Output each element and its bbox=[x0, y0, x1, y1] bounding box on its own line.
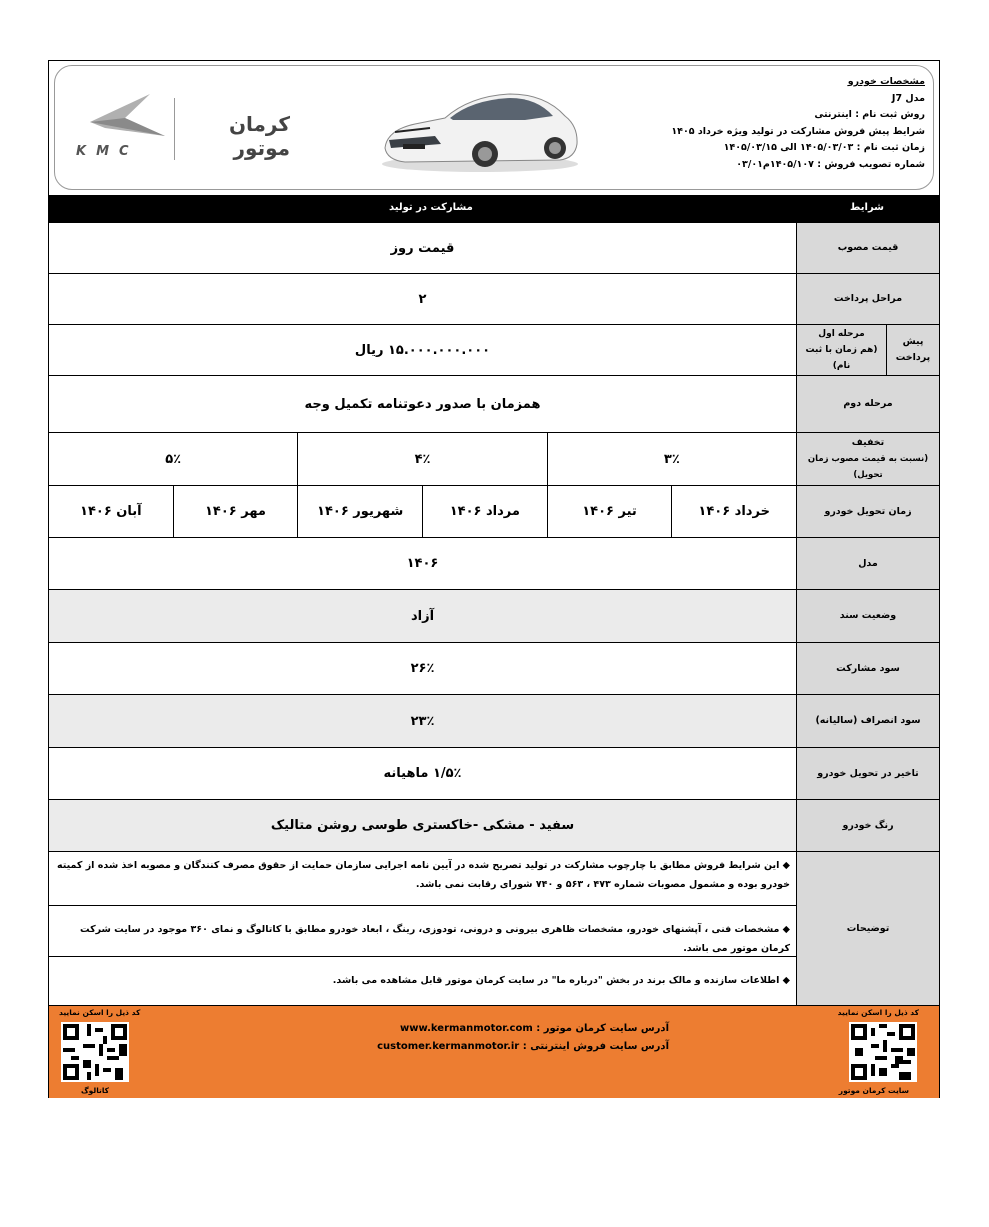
spec-reg-time: زمان ثبت نام : ۱۴۰۵/۰۳/۰۳ الی ۱۴۰۵/۰۳/۱۵ bbox=[723, 142, 925, 153]
footer-links bbox=[349, 1020, 669, 1056]
notes-list bbox=[49, 852, 796, 1005]
delivery-cell: تیر ۱۴۰۶ bbox=[547, 486, 672, 537]
discount-cells bbox=[49, 433, 796, 485]
discount-label-cell bbox=[796, 433, 939, 485]
stage1-value: ۱۵.۰۰۰.۰۰۰.۰۰۰ ریال bbox=[354, 342, 491, 358]
shop-line-label: آدرس سایت فروش اینترنتی : bbox=[522, 1041, 669, 1052]
profit-label: سود مشارکت bbox=[796, 643, 939, 694]
discount-cell: ۴٪ bbox=[297, 433, 546, 485]
model-label: مدل bbox=[796, 538, 939, 589]
site-line bbox=[349, 1020, 669, 1038]
table-header bbox=[49, 195, 939, 223]
stages-label: مراحل پرداخت bbox=[796, 274, 939, 324]
footer bbox=[49, 1005, 939, 1098]
row-model bbox=[49, 537, 939, 589]
qr-site-caption: سایت کرمان موتور bbox=[838, 1086, 909, 1095]
notes-label: توضیحات bbox=[796, 852, 939, 1005]
site-url-link[interactable]: www.kermanmotor.com bbox=[400, 1023, 533, 1034]
delivery-cells bbox=[49, 486, 796, 537]
delivery-label: زمان تحویل خودرو bbox=[796, 486, 939, 537]
stages-value: ۲ bbox=[418, 291, 427, 307]
stage2-value: همزمان با صدور دعوتنامه تکمیل وجه bbox=[304, 396, 541, 412]
head-label: شرایط bbox=[850, 202, 884, 213]
qr-catalog-icon[interactable] bbox=[61, 1022, 129, 1082]
row-stage2 bbox=[49, 375, 939, 432]
car-image bbox=[375, 78, 585, 178]
row-doc bbox=[49, 589, 939, 642]
logo-text-en: KMC bbox=[76, 144, 139, 159]
qr-site-icon[interactable] bbox=[849, 1022, 917, 1082]
discount-cell: ۵٪ bbox=[165, 451, 182, 467]
color-label: رنگ خودرو bbox=[796, 800, 939, 851]
note-item: ◆ اطلاعات سازنده و مالک برند در بخش "درباره ما" در سایت کرمان موتور قابل مشاهده می باشد. bbox=[49, 956, 796, 1006]
prepay-label: پیش پرداخت bbox=[886, 325, 939, 375]
row-stage1 bbox=[49, 324, 939, 375]
cancel-value: ۲۳٪ bbox=[49, 695, 796, 747]
delivery-cell: مرداد ۱۴۰۶ bbox=[422, 486, 547, 537]
delivery-cell: آبان ۱۴۰۶ bbox=[80, 504, 142, 519]
scan-right-text: کد ذیل را اسکن نمایید bbox=[837, 1008, 919, 1017]
delay-value: ۱/۵٪ ماهیانه bbox=[383, 766, 462, 781]
doc-value: آزاد bbox=[49, 590, 796, 642]
note-text: اطلاعات سازنده و مالک برند در بخش "درباره ما" در سایت کرمان موتور قابل مشاهده می باشد. bbox=[332, 975, 780, 986]
price-value: قیمت روز bbox=[390, 240, 455, 256]
delay-label: تاخیر در تحویل خودرو bbox=[796, 748, 939, 799]
price-label: قیمت مصوب bbox=[796, 223, 939, 273]
row-profit bbox=[49, 642, 939, 694]
sales-sheet bbox=[48, 60, 940, 1098]
spec-approval-no: شماره تصویب فروش : ۱۴۰۵/۱۰۷م۰۳/۰۱ bbox=[736, 158, 925, 170]
note-text: مشخصات فنی ، آپشنهای خودرو، مشخصات ظاهری بیرونی و درونی، تودوزی، رینگ ، ابعاد خودرو مطابق با کاتالوگ و نمای ۳۶۰ موجود در سایت شرکت کرمان موتور می باشد. bbox=[80, 924, 790, 954]
row-stages bbox=[49, 273, 939, 324]
cancel-label: سود انصراف (سالیانه) bbox=[796, 695, 939, 747]
row-cancel bbox=[49, 694, 939, 747]
shop-line bbox=[349, 1038, 669, 1056]
profit-value: ۲۶٪ bbox=[410, 661, 435, 676]
delivery-cell: خرداد ۱۴۰۶ bbox=[671, 486, 796, 537]
discount-label: تخفیف bbox=[851, 437, 885, 448]
discount-cell: ۳٪ bbox=[547, 433, 796, 485]
row-discount bbox=[49, 432, 939, 485]
stage1-sub: (هم زمان با ثبت نام) bbox=[805, 345, 878, 371]
head-value: مشارکت در تولید bbox=[389, 202, 473, 213]
delivery-cell: شهریور ۱۴۰۶ bbox=[297, 486, 422, 537]
logo-text-fa: کرمان موتور bbox=[228, 112, 290, 160]
model-value: ۱۴۰۶ bbox=[406, 556, 439, 571]
note-item: ◆ این شرایط فروش مطابق با چارچوب مشارکت در تولید تصریح شده در آیین نامه اجرایی سازمان حمایت از حقوق مصرف کنندگان و مصوبه اخذ شده از کمیته خودرو بوده و مشمول مصوبات شماره ۴۷۳ ، ۵۶۳ و ۷۴۰ شورای رقابت نمی باشد. bbox=[56, 860, 790, 890]
discount-sub: (نسبت به قیمت مصوب زمان تحویل) bbox=[807, 454, 929, 480]
row-delivery bbox=[49, 485, 939, 537]
spec-conditions: شرایط پیش فروش مشارکت در تولید ویژه خرداد ۱۴۰۵ bbox=[671, 125, 925, 137]
spec-reg-method: روش ثبت نام : اینترنتی bbox=[814, 109, 925, 120]
scan-left-text: کد ذیل را اسکن نمایید bbox=[59, 1008, 141, 1017]
header-box bbox=[54, 65, 934, 190]
stage1-label-cell bbox=[796, 325, 886, 375]
delivery-cell: مهر ۱۴۰۶ bbox=[173, 486, 298, 537]
row-notes bbox=[49, 851, 939, 1005]
stage2-label: مرحله دوم bbox=[796, 376, 939, 432]
color-value: سفید - مشکی -خاکستری طوسی روشن متالیک bbox=[49, 800, 796, 851]
spec-list bbox=[625, 74, 925, 173]
note-item: ◆ مشخصات فنی ، آپشنهای خودرو، مشخصات ظاهری بیرونی و درونی، تودوزی، رینگ ، ابعاد خودرو مطابق با کاتالوگ و نمای ۳۶۰ موجود در سایت شرکت کرمان موتور می باشد. bbox=[49, 905, 796, 956]
site-line-label: آدرس سایت کرمان موتور : bbox=[536, 1023, 669, 1034]
qr-catalog-caption: کاتالوگ bbox=[81, 1086, 110, 1095]
doc-label: وضعیت سند bbox=[796, 590, 939, 642]
shop-url-link[interactable]: customer.kermanmotor.ir bbox=[377, 1041, 520, 1052]
spec-model: مدل J7 bbox=[891, 92, 925, 104]
row-color bbox=[49, 799, 939, 851]
note-text: این شرایط فروش مطابق با چارچوب مشارکت در تولید تصریح شده در آیین نامه اجرایی سازمان حمایت از حقوق مصرف کنندگان و مصوبه اخذ شده از کمیته خودرو بوده و مشمول مصوبات شماره ۴۷۳ ، ۵۶۳ و ۷۴۰ شورای رقابت نمی باشد. bbox=[56, 860, 790, 890]
spec-title: مشخصات خودرو bbox=[847, 76, 925, 87]
row-price bbox=[49, 223, 939, 273]
stage1-label: مرحله اول bbox=[818, 329, 865, 339]
row-delay bbox=[49, 747, 939, 799]
kmc-logo bbox=[70, 88, 290, 168]
